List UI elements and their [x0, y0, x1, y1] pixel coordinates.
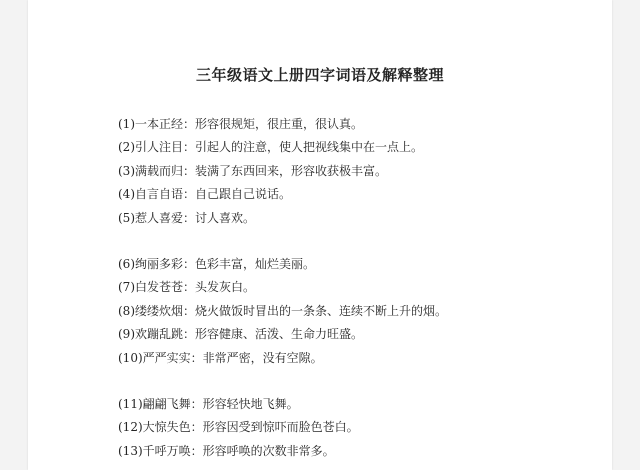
- idiom-entry: (4)自言自语：自己跟自己说话。: [118, 187, 291, 202]
- idiom-entry: (6)绚丽多彩：色彩丰富，灿烂美丽。: [118, 256, 315, 271]
- idiom-entry: (9)欢蹦乱跳：形容健康、活泼、生命力旺盛。: [118, 327, 363, 342]
- idiom-entry: (7)白发苍苍：头发灰白。: [118, 280, 255, 295]
- document-title: 三年级语文上册四字词语及解释整理: [195, 66, 444, 84]
- idiom-entry: (11)翩翩飞舞：形容轻快地飞舞。: [118, 396, 299, 411]
- idiom-entry: (2)引人注目：引起人的注意，使人把视线集中在一点上。: [118, 140, 424, 155]
- idiom-entry: (13)千呼万唤：形容呼唤的次数非常多。: [118, 443, 335, 458]
- document-page: [28, 0, 612, 470]
- idiom-entry: (8)缕缕炊烟：烧火做饭时冒出的一条条、连续不断上升的烟。: [118, 303, 448, 318]
- idiom-entry: (5)惹人喜爱：讨人喜欢。: [118, 210, 255, 225]
- idiom-entry: (1)一本正经：形容很规矩，很庄重，很认真。: [118, 117, 363, 131]
- idiom-entry: (10)严严实实：非常严密，没有空隙。: [118, 350, 323, 365]
- idiom-entry: (3)满载而归：装满了东西回来，形容收获极丰富。: [118, 163, 387, 178]
- idiom-list: [118, 113, 588, 463]
- idiom-entry: (12)大惊失色：形容因受到惊吓而脸色苍白。: [118, 420, 359, 435]
